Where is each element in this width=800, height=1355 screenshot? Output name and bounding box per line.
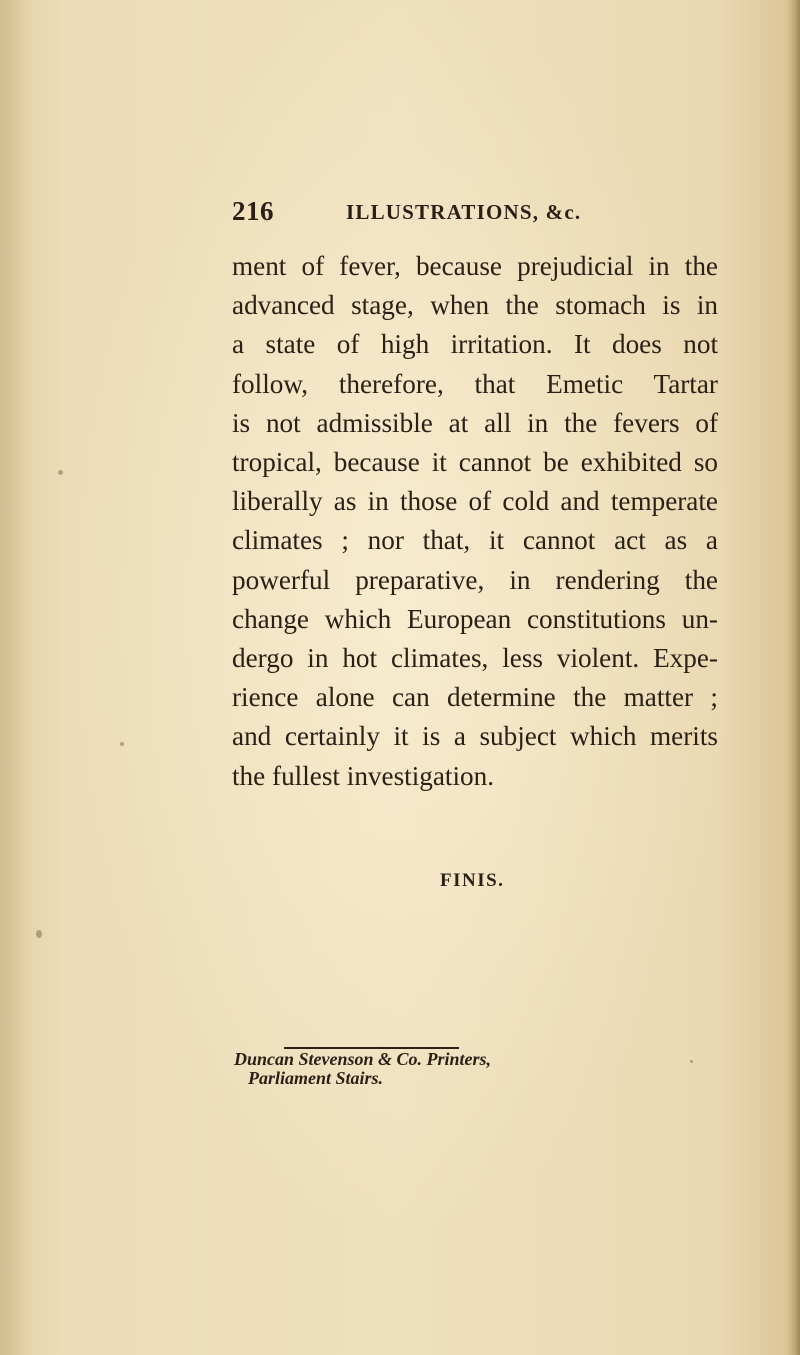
- body-paragraph: [232, 247, 718, 796]
- text-line: powerful preparative, in rendering the: [232, 564, 718, 595]
- imprint-line-address: Parliament Stairs.: [248, 1068, 384, 1088]
- text-line: climates ; nor that, it cannot act as a: [232, 525, 718, 556]
- text-line: a state of high irritation. It does not: [232, 329, 718, 360]
- text-line: liberally as in those of cold and temperate: [232, 486, 718, 517]
- text-line: advanced stage, when the stomach is in: [232, 290, 718, 321]
- paper-speck: [58, 470, 63, 475]
- text-line: change which European constitutions un-: [232, 603, 718, 634]
- text-line: follow, therefore, that Emetic Tartar: [232, 368, 718, 399]
- text-line: tropical, because it cannot be exhibited so: [232, 447, 718, 478]
- paper-speck: [120, 742, 124, 746]
- text-line: rience alone can determine the matter ;: [232, 682, 718, 713]
- text-line: ment of fever, because prejudicial in the: [232, 251, 718, 281]
- imprint-line-printer: Duncan Stevenson & Co. Printers,: [234, 1049, 492, 1069]
- text-line: dergo in hot climates, less violent. Expe-: [232, 643, 718, 674]
- page-number: 216: [232, 196, 274, 226]
- page-right-edge: [786, 0, 800, 1355]
- paper-speck: [36, 930, 42, 938]
- running-title: ILLUSTRATIONS, &c.: [346, 200, 582, 224]
- finis-mark: FINIS.: [440, 870, 505, 891]
- running-head: [232, 196, 612, 230]
- text-line: is not admissible at all in the fevers of: [232, 407, 718, 438]
- paper-speck: [690, 1060, 693, 1063]
- page-left-shadow: [0, 0, 30, 1355]
- text-line: the fullest investigation.: [232, 760, 495, 791]
- text-line: and certainly it is a subject which merits: [232, 721, 718, 752]
- printer-imprint: [234, 1050, 491, 1088]
